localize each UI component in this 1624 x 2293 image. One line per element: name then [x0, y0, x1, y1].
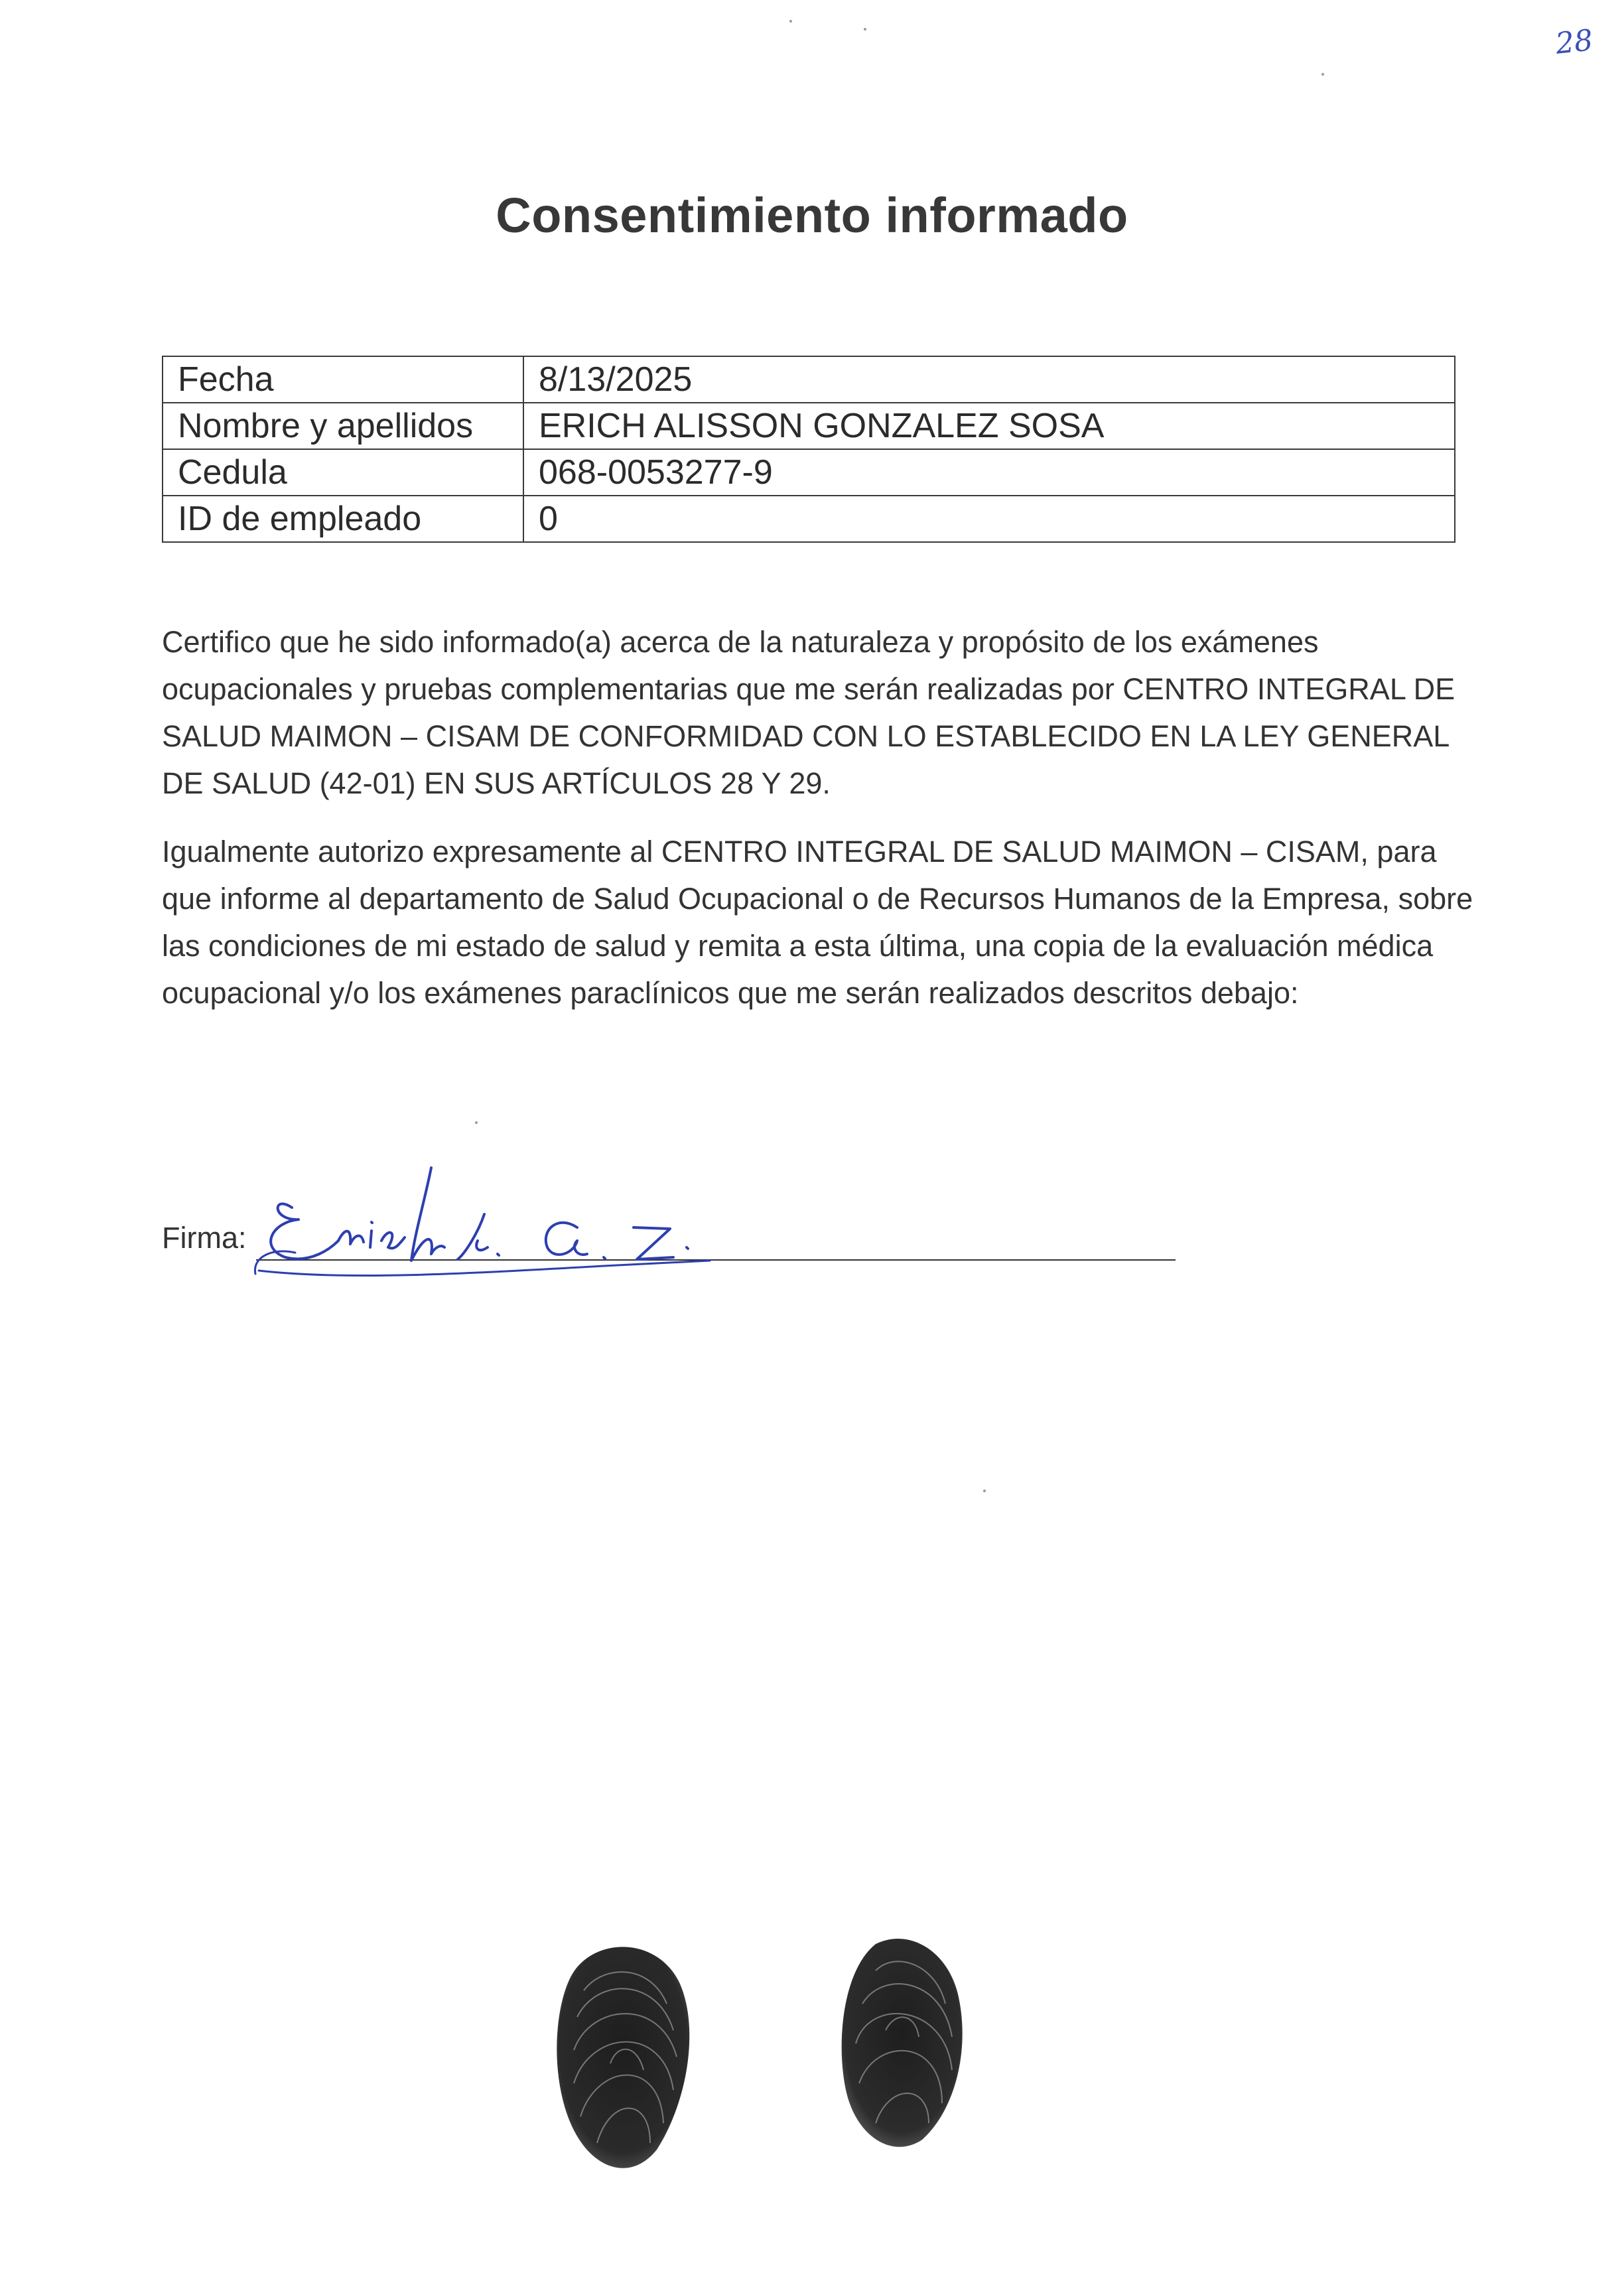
table-value: ERICH ALISSON GONZALEZ SOSA — [523, 403, 1455, 449]
right-fingerprint — [829, 1931, 969, 2150]
certification-paragraph: Certifico que he sido informado(a) acerca de la naturaleza y propósito de los exámenes ocupacionales y pruebas complementarias que me serán realizadas por CENTRO INTEGRAL DE SALUD MAIMON – CISAM DE CONFORMIDAD CON LO ESTABLECIDO EN LA LEY GENERAL DE SALUD (42-01) EN SUS ARTÍCULOS 28 Y 29. — [162, 625, 1455, 800]
signature-label: Firma: — [162, 1221, 247, 1255]
table-label: ID de empleado — [163, 496, 523, 542]
table-value: 8/13/2025 — [523, 356, 1455, 403]
scan-speck — [789, 20, 792, 23]
left-fingerprint — [544, 1931, 697, 2176]
scan-speck — [864, 28, 866, 31]
table-label: Fecha — [163, 356, 523, 403]
authorization-paragraph: Igualmente autorizo expresamente al CENTRO INTEGRAL DE SALUD MAIMON – CISAM, para que informe al departamento de Salud Ocupacional o de Recursos Humanos de la Empresa, sobre las condiciones de mi estado de salud y remita a esta última, una copia de la evaluación médica ocupacional y/o los exámenes paraclínicos que me serán realizados descritos debajo: — [162, 835, 1473, 1010]
table-label: Nombre y apellidos — [163, 403, 523, 449]
table-row-cedula — [163, 449, 1455, 496]
table-value: 068-0053277-9 — [523, 449, 1455, 496]
table-label: Cedula — [163, 449, 523, 496]
scan-speck — [983, 1490, 986, 1492]
page-number: 28 — [1554, 23, 1595, 61]
scan-speck — [1321, 73, 1324, 76]
page-title: Consentimiento informado — [496, 188, 1128, 243]
table-row-id-empleado — [163, 496, 1455, 542]
handwritten-signature — [245, 1148, 723, 1300]
table-row-fecha — [163, 356, 1455, 403]
info-table — [162, 356, 1455, 543]
table-value: 0 — [523, 496, 1455, 542]
table-row-nombre — [163, 403, 1455, 449]
scan-speck — [475, 1121, 478, 1124]
